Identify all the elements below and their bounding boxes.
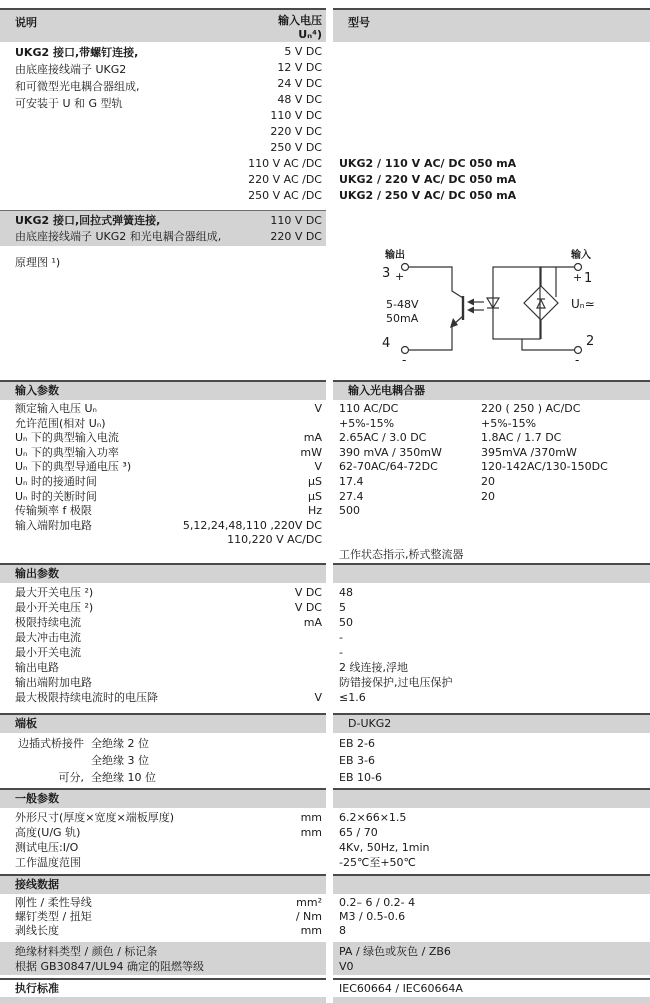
- param-value: EB 10-6: [339, 770, 382, 784]
- table-row: [333, 519, 650, 534]
- param-label: 允许范围(相对 Uₙ): [15, 416, 106, 430]
- param-value-b: 220 ( 250 ) AC/DC: [481, 402, 581, 415]
- insulation-labels: [0, 942, 326, 975]
- table-row: [0, 825, 326, 840]
- section-title: 端板: [15, 716, 37, 730]
- column-gap: [326, 810, 333, 870]
- table-row: [333, 735, 650, 752]
- voltage-item: 250 V DC: [270, 141, 322, 154]
- param-value: 0.2– 6 / 0.2- 4: [339, 895, 416, 909]
- param-unit: mm: [300, 825, 322, 839]
- voltage-range-label: 5-48V: [386, 298, 419, 311]
- param-value: EB 2-6: [339, 736, 375, 750]
- param-value-a: 500: [339, 504, 360, 518]
- endplate-model: D-UKG2: [348, 716, 392, 730]
- table-row: [333, 924, 650, 938]
- param-label: 传输频率 f 极限: [15, 504, 92, 518]
- input-params-header-row: [0, 380, 650, 400]
- terminal-4-number: 4: [382, 336, 391, 351]
- output-label: 输出: [385, 250, 405, 261]
- column-gap: [326, 978, 333, 996]
- terminal-1-icon: [575, 264, 582, 271]
- column-gap: [326, 788, 333, 808]
- table-row: [0, 896, 326, 910]
- table-row: [0, 402, 326, 417]
- endplate-labels: [0, 735, 326, 786]
- param-label: 输出端附加电路: [15, 675, 92, 689]
- model-header: 型号: [348, 16, 370, 29]
- param-label: 极限持续电流: [15, 615, 81, 629]
- standard-label: 执行标准: [0, 978, 326, 996]
- table-row: [333, 475, 650, 490]
- output-params-header-row: [0, 563, 650, 583]
- terminal-3-polarity: +: [395, 270, 405, 283]
- output-params-header-band-right: [333, 563, 650, 583]
- param-value-a: 62-70AC/64-72DC: [339, 460, 438, 474]
- output-params-values: [333, 585, 650, 705]
- table-row: [333, 769, 650, 786]
- table-row: [0, 840, 326, 855]
- table-row: [333, 959, 650, 974]
- table-row: [333, 490, 650, 505]
- input-params-table: [0, 400, 650, 563]
- param-unit: µS: [308, 474, 322, 488]
- general-params-header-row: [0, 788, 650, 808]
- table-row: [333, 840, 650, 855]
- param-unit: mA: [303, 615, 322, 629]
- param-value: 65 / 70: [339, 825, 378, 839]
- table-row: [0, 475, 326, 490]
- table-row: [333, 825, 650, 840]
- param-label: 最大冲击电流: [15, 630, 81, 644]
- general-params-table: [0, 808, 650, 870]
- table-row: [333, 910, 650, 924]
- spring-variant-text: 由底座接线端子 UKG2 和光电耦合器组成,: [15, 230, 222, 243]
- voltage-item: 250 V AC /DC: [248, 189, 322, 202]
- table-row: [333, 402, 650, 417]
- voltage-item: 110 V AC /DC: [248, 157, 322, 170]
- table-row: [333, 548, 650, 563]
- table-row: [333, 690, 650, 705]
- param-value-b: 20: [481, 489, 495, 503]
- param-label: 最大开关电压 ²): [15, 585, 94, 599]
- param-value-a: 工作状态指示,桥式整流器: [339, 547, 464, 561]
- spring-variant-voltage: 220 V DC: [270, 230, 322, 243]
- param-unit: Hz: [307, 504, 322, 518]
- input-voltage-header: [278, 14, 322, 42]
- general-params-labels: [0, 810, 326, 870]
- general-params-values: [333, 810, 650, 870]
- param-value-b: 20: [481, 474, 495, 488]
- param-value: 5: [339, 600, 346, 614]
- param-value: 4Kv, 50Hz, 1min: [339, 840, 430, 854]
- description-header: 说明: [15, 16, 37, 29]
- param-value-b: 120-142AC/130-150DC: [481, 460, 608, 474]
- param-label: 工作温度范围: [15, 855, 81, 869]
- table-row: [333, 855, 650, 870]
- param-value: V0: [339, 960, 354, 974]
- current-label: 50mA: [386, 312, 419, 325]
- un-symbol: Uₙ≃: [571, 297, 595, 311]
- insulation-block: [0, 942, 650, 975]
- param-unit: V DC: [294, 585, 322, 599]
- table-row: [0, 630, 326, 645]
- param-value: ≤1.6: [339, 690, 366, 704]
- table-row: [0, 504, 326, 519]
- param-label: 测试电压:I/O: [15, 840, 79, 854]
- param-value-a: 17.4: [339, 474, 364, 488]
- table-row: [333, 660, 650, 675]
- description-header-band: [0, 8, 326, 42]
- model-header-band: [333, 8, 650, 42]
- table-row: [0, 810, 326, 825]
- param-value-a: [339, 519, 481, 534]
- spring-variant-line: [15, 229, 322, 245]
- table-row: [0, 752, 326, 769]
- param-value-b: 1.8AC / 1.7 DC: [481, 431, 562, 445]
- top-header-row: [0, 8, 650, 42]
- table-row: [0, 446, 326, 461]
- param-unit: V: [314, 402, 322, 415]
- table-row: [0, 585, 326, 600]
- top-body-row: [0, 42, 650, 204]
- column-gap: [326, 210, 333, 246]
- param-value: 48: [339, 585, 353, 599]
- table-row: [0, 519, 326, 534]
- table-row: [0, 460, 326, 475]
- bridge-label: [15, 752, 91, 769]
- table-row: [333, 533, 650, 548]
- param-unit: 5,12,24,48,110 ,220V DC: [182, 518, 322, 532]
- voltage-list: [248, 44, 326, 204]
- insulation-positions: 全绝缘 10 位: [91, 770, 156, 784]
- description-line: 和可微型光电耦合器组成,: [15, 80, 140, 93]
- input-label: 输入: [571, 250, 591, 261]
- spring-variant-row: [0, 210, 650, 246]
- input-params-labels: [0, 402, 326, 563]
- param-unit: / Nm: [295, 909, 322, 923]
- table-row: [333, 944, 650, 959]
- param-value: 50: [339, 615, 353, 629]
- table-row: [333, 504, 650, 519]
- table-row: [333, 752, 650, 769]
- column-gap: [326, 896, 333, 939]
- column-gap: [326, 8, 333, 42]
- bottom-strip-right: [333, 997, 650, 1003]
- bottom-strip-left: [0, 997, 326, 1003]
- collector-wire: [409, 267, 464, 298]
- param-value-b: +5%-15%: [481, 416, 537, 430]
- param-unit: V: [314, 690, 322, 704]
- param-label: 剥线长度: [15, 924, 59, 938]
- description-voltage-cell: [0, 42, 326, 204]
- insulation-values: [333, 942, 650, 975]
- param-value: 2 线连接,浮地: [339, 660, 408, 674]
- standard-row: [0, 978, 650, 996]
- param-value: -: [339, 645, 343, 659]
- table-row: [0, 910, 326, 924]
- output-params-header-band: [0, 563, 326, 583]
- column-gap: [326, 735, 333, 786]
- column-gap: [326, 42, 333, 204]
- voltage-item: 220 V DC: [270, 125, 322, 138]
- input-voltage-header-line1: 输入电压: [278, 14, 322, 27]
- param-unit: 110,220 V AC/DC: [227, 533, 322, 547]
- param-label: 输出电路: [15, 660, 59, 674]
- wiring-header-row: [0, 874, 650, 894]
- param-unit: V DC: [294, 600, 322, 614]
- bridge-rectifier-icon: [524, 286, 558, 320]
- param-unit: V: [314, 460, 322, 474]
- param-unit: mm²: [296, 895, 322, 909]
- voltage-item: 220 V AC /DC: [248, 173, 322, 186]
- param-value-b: 395mVA /370mW: [481, 445, 577, 459]
- param-label: Uₙ 时的关断时间: [15, 489, 97, 503]
- endplate-values: [333, 735, 650, 786]
- table-row: [333, 810, 650, 825]
- table-row: [0, 944, 326, 959]
- table-row: [333, 460, 650, 475]
- endplate-header-row: [0, 713, 650, 733]
- terminal-4-polarity: -: [402, 353, 407, 367]
- column-gap: [326, 713, 333, 733]
- terminal-3-number: 3: [382, 266, 391, 281]
- table-row: [0, 735, 326, 752]
- description-line: 由底座接线端子 UKG2: [15, 63, 127, 76]
- light-arrowhead: [467, 307, 474, 314]
- bridge-label: 边插式桥接件: [18, 736, 84, 750]
- description-line: UKG2 接口,带螺钉连接,: [15, 46, 139, 59]
- product-description: [0, 44, 248, 204]
- table-row: [0, 600, 326, 615]
- param-unit: µS: [308, 489, 322, 503]
- column-gap: [326, 402, 333, 563]
- table-row: [333, 896, 650, 910]
- wiring-table: [0, 894, 650, 939]
- emitter-return-wire: [409, 326, 453, 350]
- param-value: PA / 绿色或灰色 / ZB6: [339, 945, 451, 959]
- param-value-a: 27.4: [339, 489, 364, 503]
- param-value-a: [339, 533, 481, 548]
- param-value-a: 2.65AC / 3.0 DC: [339, 431, 427, 445]
- emitter-arrowhead: [450, 318, 458, 328]
- table-row: [0, 690, 326, 705]
- param-label: 螺钉类型 / 扭矩: [15, 909, 92, 923]
- column-gap: [326, 997, 333, 1003]
- param-value-a: +5%-15%: [339, 416, 395, 430]
- param-label: 最大极限持续电流时的电压降: [15, 690, 158, 704]
- voltage-item: 110 V DC: [270, 109, 322, 122]
- table-row: [0, 959, 326, 974]
- section-title: 一般参数: [15, 791, 59, 805]
- column-gap: [326, 563, 333, 583]
- column-gap: [326, 246, 333, 380]
- table-row: [333, 675, 650, 690]
- output-params-table: [0, 583, 650, 705]
- model-list: [333, 42, 650, 204]
- table-row: [333, 417, 650, 432]
- empty-cell: [333, 210, 650, 246]
- spring-variant-block: [0, 210, 326, 246]
- table-row: [0, 769, 326, 786]
- bridge-diode-icon: [537, 300, 545, 308]
- param-label: Uₙ 下的典型导通电压 ³): [15, 460, 132, 474]
- table-row: [0, 675, 326, 690]
- section-title: 接线数据: [15, 877, 59, 891]
- wiring-header-band-right: [333, 874, 650, 894]
- param-label: 高度(U/G 轨): [15, 825, 81, 839]
- param-label: 绝缘材料类型 / 颜色 / 标记条: [15, 945, 158, 959]
- insulation-positions: 全绝缘 2 位: [91, 736, 149, 750]
- table-row: [0, 417, 326, 432]
- table-row: [0, 924, 326, 938]
- bottom-strip: [0, 997, 650, 1003]
- output-params-labels: [0, 585, 326, 705]
- param-value: -25℃至+50℃: [339, 855, 416, 869]
- spring-variant-text: UKG2 接口,回拉式弹簧连接,: [15, 214, 161, 227]
- model-item: UKG2 / 220 V AC/ DC 050 mA: [339, 173, 517, 186]
- param-label: 根据 GB30847/UL94 确定的阻燃等级: [15, 960, 204, 974]
- general-params-header-band-right: [333, 788, 650, 808]
- section-title: 输入光电耦合器: [348, 384, 425, 397]
- param-value: 6.2×66×1.5: [339, 810, 407, 824]
- voltage-item: 24 V DC: [277, 77, 322, 90]
- param-unit: mW: [300, 445, 322, 459]
- param-value: -: [339, 630, 343, 644]
- param-unit: mm: [300, 924, 322, 938]
- param-label: 额定输入电压 Uₙ: [15, 402, 97, 415]
- spring-variant-voltage: 110 V DC: [270, 214, 322, 227]
- table-row: [0, 533, 326, 548]
- param-value: M3 / 0.5-0.6: [339, 909, 406, 923]
- endplate-header-band: [0, 713, 326, 733]
- table-row: [0, 431, 326, 446]
- terminal-1-number: 1: [584, 271, 593, 286]
- input-params-values: [333, 402, 650, 563]
- description-line: 可安装于 U 和 G 型轨: [15, 97, 123, 110]
- table-row: [333, 615, 650, 630]
- input-optocoupler-header-band: [333, 380, 650, 400]
- optocoupler-box: [493, 267, 540, 339]
- table-row: [333, 585, 650, 600]
- input-params-header-band: [0, 380, 326, 400]
- table-row: [333, 600, 650, 615]
- column-gap: [326, 380, 333, 400]
- section-title: 输入参数: [15, 384, 59, 397]
- param-label: 最小开关电压 ²): [15, 600, 94, 614]
- schematic-row: [0, 246, 650, 380]
- terminal-2-number: 2: [586, 334, 595, 349]
- table-row: [0, 855, 326, 870]
- voltage-item: 12 V DC: [277, 61, 322, 74]
- param-value-a: 390 mVA / 350mW: [339, 445, 442, 459]
- wiring-header-band: [0, 874, 326, 894]
- param-value: EB 3-6: [339, 753, 375, 767]
- table-row: [333, 645, 650, 660]
- param-label: 输入端附加电路: [15, 518, 92, 532]
- param-value: 8: [339, 924, 346, 938]
- model-item: UKG2 / 250 V AC/ DC 050 mA: [339, 189, 517, 202]
- column-gap: [326, 585, 333, 705]
- param-unit: mm: [300, 810, 322, 824]
- param-label: 刚性 / 柔性导线: [15, 895, 92, 909]
- insulation-positions: 全绝缘 3 位: [91, 753, 149, 767]
- param-label: Uₙ 下的典型输入电流: [15, 431, 119, 445]
- section-title: 输出参数: [15, 566, 59, 580]
- column-gap: [326, 942, 333, 975]
- param-value-a: 110 AC/DC: [339, 402, 399, 415]
- schematic-label: 原理图 ¹): [15, 256, 61, 269]
- table-row: [0, 615, 326, 630]
- endplate-table: [0, 733, 650, 786]
- param-unit: mA: [303, 431, 322, 445]
- input-bottom-wire: [522, 339, 575, 350]
- table-row: [333, 446, 650, 461]
- light-arrowhead: [467, 299, 474, 306]
- table-row: [0, 660, 326, 675]
- table-row: [0, 548, 326, 563]
- terminal-2-polarity: -: [575, 353, 580, 367]
- table-row: [0, 645, 326, 660]
- voltage-item: 48 V DC: [277, 93, 322, 106]
- circuit-diagram: [333, 246, 650, 378]
- spring-variant-line: [15, 213, 322, 229]
- terminal-1-polarity: +: [573, 271, 583, 284]
- param-label: Uₙ 下的典型输入功率: [15, 445, 119, 459]
- general-params-header-band: [0, 788, 326, 808]
- table-row: [333, 630, 650, 645]
- table-row: [0, 490, 326, 505]
- wiring-labels: [0, 896, 326, 939]
- schematic-label-cell: [0, 246, 326, 380]
- standard-value: IEC60664 / IEC60664A: [333, 978, 650, 996]
- wiring-values: [333, 896, 650, 939]
- param-label: Uₙ 时的接通时间: [15, 474, 97, 488]
- column-gap: [326, 874, 333, 894]
- model-item: UKG2 / 110 V AC/ DC 050 mA: [339, 157, 517, 170]
- input-voltage-header-line2: Uₙ⁴): [298, 28, 322, 41]
- bridge-label: 可分,: [58, 770, 84, 784]
- endplate-header-band-right: [333, 713, 650, 733]
- table-row: [333, 431, 650, 446]
- param-value: 防错接保护,过电压保护: [339, 675, 453, 689]
- schematic-cell: [333, 246, 650, 380]
- voltage-item: 5 V DC: [284, 45, 322, 58]
- param-label: 最小开关电流: [15, 645, 81, 659]
- param-label: 外形尺寸(厚度×宽度×端板厚度): [15, 810, 175, 824]
